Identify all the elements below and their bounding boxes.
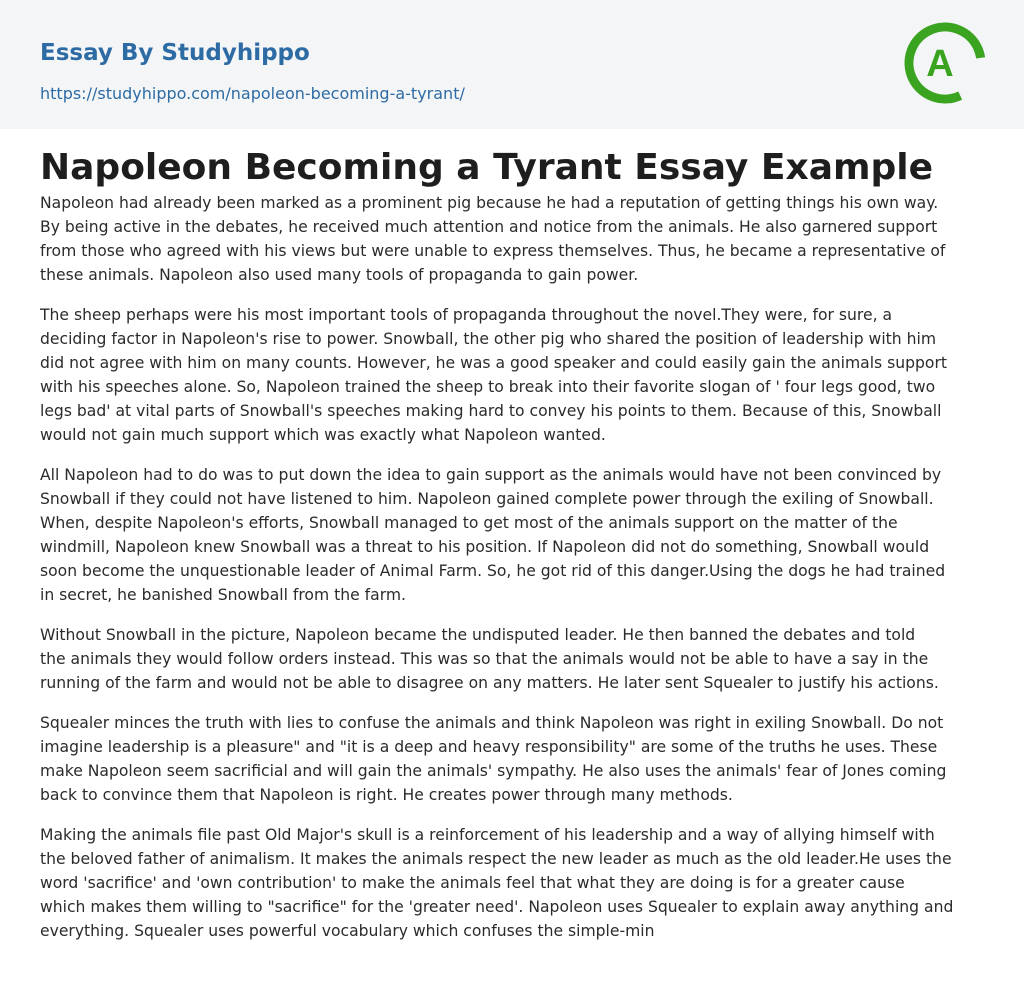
paragraph-line: Squealer minces the truth with lies to confuse the animals and think Napoleon was right in exiling Snowball. Do not — [40, 714, 944, 732]
paragraph-line: word 'sacrifice' and 'own contribution' to make the animals feel that what they are doing is for a greater cause — [40, 874, 905, 892]
paragraph-line: Without Snowball in the picture, Napoleon became the undisputed leader. He then banned the debates and told — [40, 626, 916, 644]
paragraph-line: running of the farm and would not be able to disagree on any matters. He later sent Squealer to justify his actions. — [40, 674, 939, 692]
paragraph-line: All Napoleon had to do was to put down the idea to gain support as the animals would have not been convinced by — [40, 466, 942, 484]
paragraph-line: from those who agreed with his views but were unable to express themselves. Thus, he became a representative of — [40, 242, 946, 260]
logo-letter: A — [926, 43, 954, 85]
paragraph-line: everything. Squealer uses powerful vocabulary which confuses the simple-min — [40, 922, 655, 940]
paragraph-line: the beloved father of animalism. It makes the animals respect the new leader as much as the old leader.He uses the — [40, 850, 952, 868]
source-url-link[interactable]: https://studyhippo.com/napoleon-becoming-a-tyrant/ — [40, 84, 465, 103]
paragraph-line: would not gain much support which was exactly what Napoleon wanted. — [40, 426, 606, 444]
essay-paragraph-3 — [40, 463, 984, 607]
paragraph-line: with his speeches alone. So, Napoleon trained the sheep to break into their favorite slogan of ' four legs good, two — [40, 378, 936, 396]
paragraph-line: did not agree with him on many counts. However, he was a good speaker and could easily gain the animals support — [40, 354, 947, 372]
essay-paragraph-5 — [40, 711, 984, 807]
paragraph-line: the animals they would follow orders instead. This was so that the animals would not be able to have a say in the — [40, 650, 929, 668]
essay-paragraph-1 — [40, 191, 984, 287]
article — [0, 129, 1024, 943]
essay-body — [40, 191, 984, 943]
paragraph-line: back to convince them that Napoleon is right. He creates power through many methods. — [40, 786, 733, 804]
essay-paragraph-4 — [40, 623, 984, 695]
paragraph-line: soon become the unquestionable leader of Animal Farm. So, he got rid of this danger.Using the dogs he had trained — [40, 562, 946, 580]
studyhippo-logo-icon[interactable] — [902, 20, 988, 106]
paragraph-line: The sheep perhaps were his most important tools of propaganda throughout the novel.They were, for sure, a — [40, 306, 893, 324]
paragraph-line: When, despite Napoleon's efforts, Snowball managed to get most of the animals support on the matter of the — [40, 514, 898, 532]
paragraph-line: make Napoleon seem sacrificial and will gain the animals' sympathy. He also uses the animals' fear of Jones coming — [40, 762, 947, 780]
paragraph-line: which makes them willing to "sacrifice" for the 'greater need'. Napoleon uses Squealer to explain away anything and — [40, 898, 954, 916]
paragraph-line: By being active in the debates, he received much attention and notice from the animals. He also garnered support — [40, 218, 938, 236]
paragraph-line: windmill, Napoleon knew Snowball was a threat to his position. If Napoleon did not do something, Snowball would — [40, 538, 930, 556]
site-header — [0, 0, 1024, 129]
paragraph-line: Snowball if they could not have listened to him. Napoleon gained complete power through the exiling of Snowball. — [40, 490, 934, 508]
paragraph-line: in secret, he banished Snowball from the farm. — [40, 586, 406, 604]
paragraph-line: these animals. Napoleon also used many tools of propaganda to gain power. — [40, 266, 639, 284]
paragraph-line: deciding factor in Napoleon's rise to power. Snowball, the other pig who shared the position of leadership with him — [40, 330, 937, 348]
paragraph-line: Napoleon had already been marked as a prominent pig because he had a reputation of getting things his own way. — [40, 194, 939, 212]
brand-title[interactable]: Essay By Studyhippo — [40, 40, 310, 66]
paragraph-line: Making the animals file past Old Major's skull is a reinforcement of his leadership and a way of allying himself with — [40, 826, 935, 844]
paragraph-line: legs bad' at vital parts of Snowball's speeches making hard to convey his points to them. Because of this, Snowball — [40, 402, 942, 420]
essay-paragraph-6 — [40, 823, 984, 943]
essay-paragraph-2 — [40, 303, 984, 447]
paragraph-line: imagine leadership is a pleasure" and "it is a deep and heavy responsibility" are some of the truths he uses. These — [40, 738, 938, 756]
essay-title: Napoleon Becoming a Tyrant Essay Example — [40, 147, 934, 188]
